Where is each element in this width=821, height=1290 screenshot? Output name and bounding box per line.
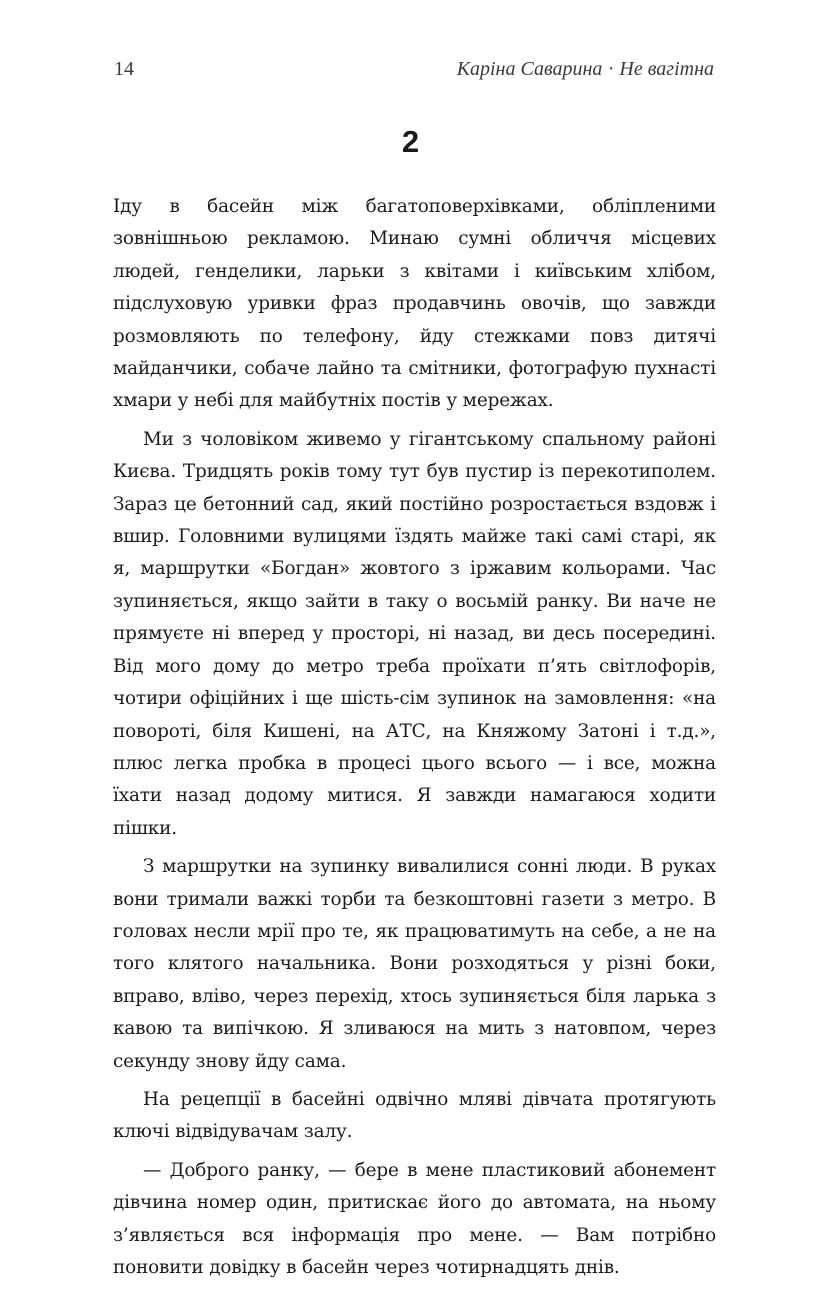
- book-title: Не вагітна: [619, 58, 714, 80]
- paragraph: Іду в басейн між багатоповерхівками, обліпленими зовнішньою рекламою. Минаю сумні обличчя місцевих людей, генделики, ларьки з квітами і київським хлібом, підслуховую уривки фраз продавчинь овочів, що завжди розмовляють по телефону, йду стежками повз дитячі майданчики, собаче лайно та смітники, фотографую пухнасті хмари у небі для майбутніх постів у мережах.: [113, 196, 716, 412]
- body-text: [113, 191, 716, 1290]
- paragraph: З маршрутки на зупинку вивалилися сонні люди. В руках вони тримали важкі торби та безкоштовні газети з метро. В головах несли мрії про те, як працюватимуть на себе, а не на того клятого начальника. Вони розходяться у різні боки, вправо, вліво, через перехід, хтось зупиняється біля ларька з кавою та випічкою. Я зливаюся на мить з натовпом, через секунду знову йду сама.: [113, 856, 716, 1072]
- page-number: 14: [114, 58, 134, 80]
- paragraph: — Доброго ранку, — бере в мене пластиковий абонемент дівчина номер один, притискає його до автомата, на ньому з’являється вся інформація про мене. — Вам потрібно поновити довідку в басейн через чотирнадцять днів.: [113, 1159, 716, 1278]
- running-title: [457, 58, 714, 81]
- author-name: Каріна Саварина: [456, 58, 603, 80]
- chapter-number: 2: [401, 124, 420, 159]
- header-separator: ·: [608, 58, 614, 80]
- running-header: [114, 58, 714, 81]
- paragraph: На рецепції в басейні одвічно мляві дівчата протягують ключі відвідувачам залу.: [113, 1088, 716, 1143]
- paragraph: Ми з чоловіком живемо у гігантському спальному районі Києва. Тридцять років тому тут був пустир із перекотиполем. Зараз це бетонний сад, який постійно розростається вздовж і вшир. Головними вулицями їздять майже такі самі старі, як я, маршрутки «Богдан» жовтого з іржавим кольорами. Час зупиняється, якщо зайти в таку о восьмій ранку. Ви наче не прямуєте ні вперед у просторі, ні назад, ви десь посередині. Від мого дому до метро треба проїхати п’ять світлофорів, чотири офіційних і ще шість-сім зупинок на замовлення: «на повороті, біля Кишені, на АТС, на Княжому Затоні і т.д.», плюс легка пробка в процесі цього всього — і все, можна їхати назад додому митися. Я завжди намагаюся ходити пішки.: [113, 428, 716, 839]
